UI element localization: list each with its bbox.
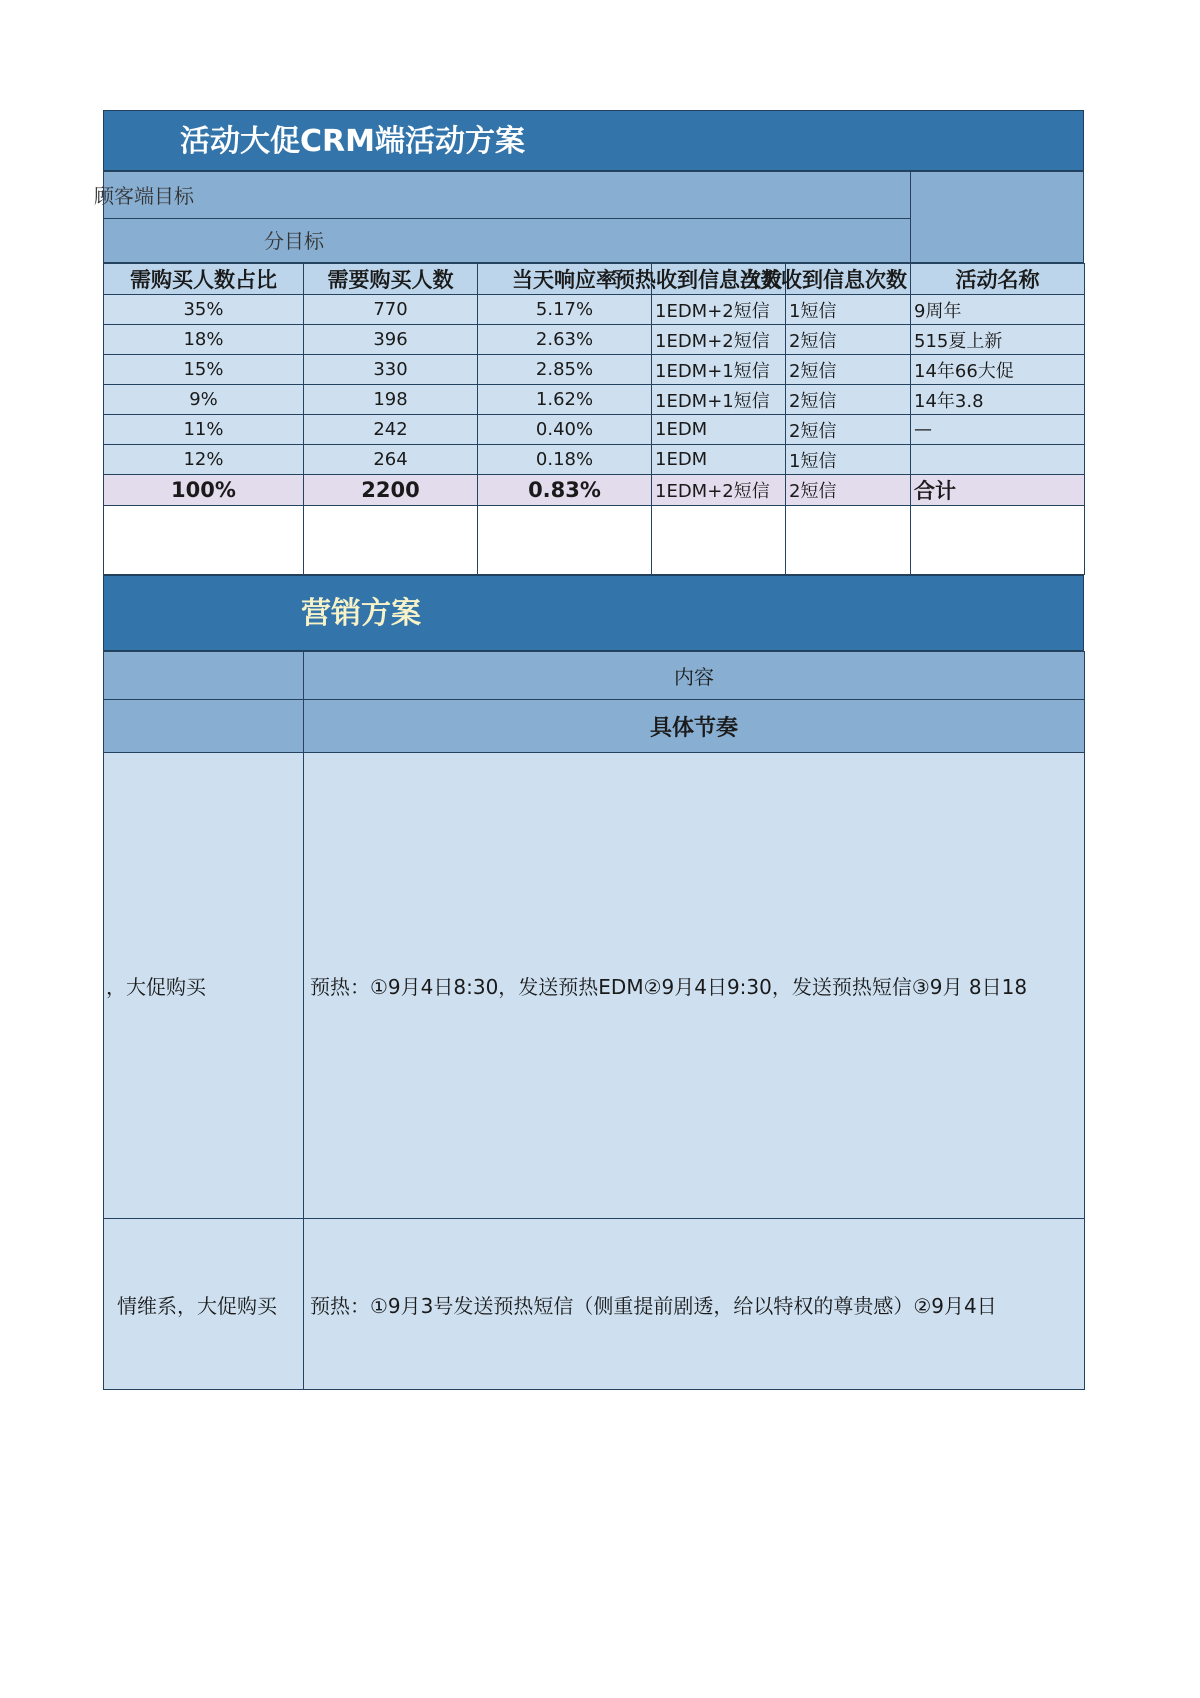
empty-cell xyxy=(104,506,304,575)
table-row xyxy=(104,445,1085,475)
cell-buyers: 396 xyxy=(304,325,478,355)
cell-ratio: 35% xyxy=(104,295,304,325)
cell-activity-name: 14年66大促 xyxy=(911,355,1085,385)
cell-preheat-messages: 1EDM xyxy=(652,415,786,445)
total-day-messages: 2短信 xyxy=(786,475,911,506)
cell-activity-name xyxy=(911,445,1085,475)
table-total-row xyxy=(104,475,1085,506)
total-preheat-messages: 1EDM+2短信 xyxy=(652,475,786,506)
cell-preheat-messages: 1EDM+1短信 xyxy=(652,355,786,385)
column-header: 预热收到信息次数 xyxy=(652,264,786,295)
total-buyers: 2200 xyxy=(304,475,478,506)
cell-ratio: 9% xyxy=(104,385,304,415)
column-header: 需购买人数占比 xyxy=(104,264,304,295)
cell-ratio: 12% xyxy=(104,445,304,475)
cell-day-messages: 2短信 xyxy=(786,355,911,385)
marketing-plan-table xyxy=(103,651,1085,1390)
cell-response-rate: 0.40% xyxy=(478,415,652,445)
plan-target-cell xyxy=(104,753,304,1219)
plan-row xyxy=(104,753,1085,1219)
cell-day-messages: 2短信 xyxy=(786,415,911,445)
empty-cell xyxy=(304,506,478,575)
blank-row xyxy=(104,506,1085,575)
sub-goal-label: 分目标 xyxy=(264,229,324,253)
cell-preheat-messages: 1EDM+2短信 xyxy=(652,295,786,325)
table-row xyxy=(104,355,1085,385)
title-banner xyxy=(103,110,1084,171)
rhythm-header: 具体节奏 xyxy=(304,700,1085,753)
plan-detail-cell: 预热：①9月4日8:30，发送预热EDM②9月4日9:30，发送预热短信③9月 8日18 xyxy=(304,753,1085,1219)
goal-side-cell xyxy=(910,171,1084,263)
cell-ratio: 15% xyxy=(104,355,304,385)
empty-cell xyxy=(911,506,1085,575)
marketing-banner xyxy=(103,575,1084,651)
column-header: 当天收到信息次数 xyxy=(786,264,911,295)
cell-buyers: 264 xyxy=(304,445,478,475)
empty-cell xyxy=(104,652,304,700)
cell-day-messages: 2短信 xyxy=(786,325,911,355)
goal-row xyxy=(94,171,911,219)
content-header: 内容 xyxy=(304,652,1085,700)
target-table xyxy=(103,263,1085,575)
cell-response-rate: 2.63% xyxy=(478,325,652,355)
cell-day-messages: 2短信 xyxy=(786,385,911,415)
cell-day-messages: 1短信 xyxy=(786,445,911,475)
cell-response-rate: 0.18% xyxy=(478,445,652,475)
cell-activity-name: 14年3.8 xyxy=(911,385,1085,415)
cell-response-rate: 1.62% xyxy=(478,385,652,415)
cell-buyers: 242 xyxy=(304,415,478,445)
cell-preheat-messages: 1EDM+2短信 xyxy=(652,325,786,355)
plan-target-text: ，大促购买 xyxy=(106,975,206,999)
empty-cell xyxy=(478,506,652,575)
marketing-title: 营销方案 xyxy=(301,596,421,631)
cell-activity-name: 515夏上新 xyxy=(911,325,1085,355)
cell-buyers: 770 xyxy=(304,295,478,325)
table-row xyxy=(104,295,1085,325)
total-ratio: 100% xyxy=(104,475,304,506)
cell-activity-name: — xyxy=(911,415,1085,445)
cell-preheat-messages: 1EDM+1短信 xyxy=(652,385,786,415)
empty-cell xyxy=(786,506,911,575)
table-row xyxy=(104,415,1085,445)
spreadsheet xyxy=(94,110,1084,1390)
goal-label: 顾客端目标 xyxy=(94,184,194,208)
table-row xyxy=(104,385,1085,415)
cell-response-rate: 5.17% xyxy=(478,295,652,325)
total-label: 合计 xyxy=(911,475,1085,506)
plan-target-cell xyxy=(104,1219,304,1390)
column-header: 活动名称 xyxy=(911,264,1085,295)
cell-ratio: 18% xyxy=(104,325,304,355)
plan-rhythm-header-row xyxy=(104,700,1085,753)
table-header-row xyxy=(104,264,1085,295)
empty-cell xyxy=(104,700,304,753)
plan-target-text: 情维系，大促购买 xyxy=(117,1293,277,1318)
page-title: 活动大促CRM端活动方案 xyxy=(180,124,525,159)
cell-ratio: 11% xyxy=(104,415,304,445)
table-row xyxy=(104,325,1085,355)
plan-row xyxy=(104,1219,1085,1390)
goal-section xyxy=(94,171,1084,263)
cell-day-messages: 1短信 xyxy=(786,295,911,325)
cell-buyers: 330 xyxy=(304,355,478,385)
cell-activity-name: 9周年 xyxy=(911,295,1085,325)
cell-preheat-messages: 1EDM xyxy=(652,445,786,475)
plan-detail-cell: 预热：①9月3号发送预热短信（侧重提前剧透，给以特权的尊贵感）②9月4日 xyxy=(304,1219,1085,1390)
cell-buyers: 198 xyxy=(304,385,478,415)
sub-goal-row xyxy=(103,218,911,263)
plan-content-header-row xyxy=(104,652,1085,700)
column-header: 当天响应率 xyxy=(478,264,652,295)
column-header: 需要购买人数 xyxy=(304,264,478,295)
cell-response-rate: 2.85% xyxy=(478,355,652,385)
empty-cell xyxy=(652,506,786,575)
total-response-rate: 0.83% xyxy=(478,475,652,506)
